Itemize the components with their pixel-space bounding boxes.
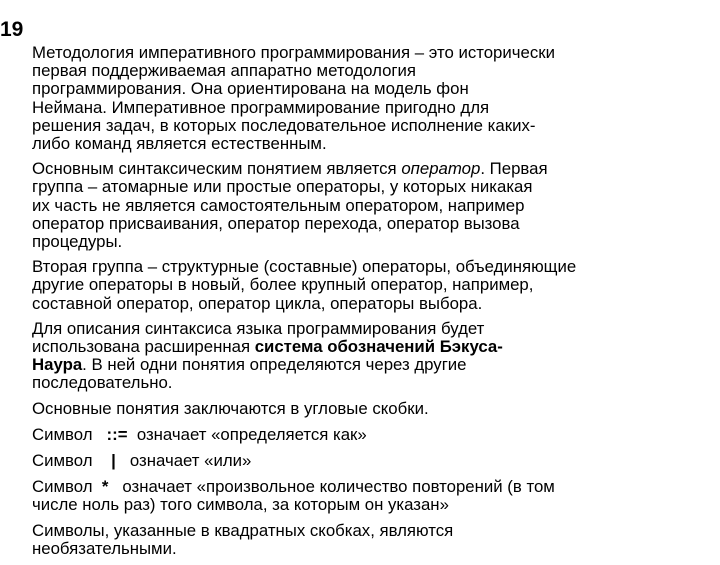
text-line: Для описания синтаксиса языка программирования будет	[32, 318, 485, 338]
paragraph-angle-brackets	[32, 400, 672, 418]
text-line: Вторая группа – структурные (составные) операторы, объединяющие	[32, 257, 577, 277]
term-bnf: система обозначений Бэкуса-	[254, 337, 503, 357]
text-line: числе ноль раз) того символа, за которым он указан»	[32, 495, 449, 515]
paragraph-symbol-star	[32, 478, 672, 514]
slide-content	[32, 44, 672, 565]
text-line: решения задач, в которых последовательное исполнение каких-	[32, 115, 536, 135]
text-run: Символ	[32, 477, 93, 497]
text-line: необязательными.	[32, 538, 177, 558]
text-run: Символ	[32, 451, 93, 471]
text-line: их часть не является самостоятельным оператором, например	[32, 195, 525, 215]
text-line	[32, 451, 672, 471]
text-line: Неймана. Императивное программирование пригодно для	[32, 97, 490, 117]
text-line: Основные понятия заключаются в угловые скобки.	[32, 398, 429, 418]
text-run: Основным синтаксическим понятием является	[32, 159, 402, 179]
text-run: означает «определяется как»	[136, 424, 367, 444]
text-run: использована расширенная	[32, 337, 255, 357]
term-operator: оператор	[401, 159, 481, 179]
text-line	[32, 355, 672, 375]
paragraph-structured-operators	[32, 258, 672, 313]
text-line: программирования. Она ориентирована на модель фон	[32, 79, 469, 99]
text-line: другие операторы в новый, более крупный оператор, например,	[32, 275, 534, 295]
text-run: означает «произвольное количество повторений (в том	[122, 477, 555, 497]
text-line: составной оператор, оператор цикла, операторы выбора.	[32, 293, 483, 313]
text-run: Символ	[32, 424, 93, 444]
text-line: Символы, указанные в квадратных скобках, являются	[32, 520, 454, 540]
text-run: . В ней одни понятия определяются через другие	[82, 355, 467, 375]
symbol-defines: ::=	[106, 424, 128, 444]
symbol-or: |	[111, 451, 116, 471]
text-line	[32, 337, 672, 357]
text-run: означает «или»	[129, 451, 252, 471]
text-line	[32, 424, 672, 444]
paragraph-operator-concept	[32, 160, 672, 251]
text-run: . Первая	[480, 159, 548, 179]
paragraph-bnf-notation	[32, 320, 672, 393]
text-line: первая поддерживаемая аппаратно методология	[32, 61, 416, 81]
paragraph-symbol-defines	[32, 426, 672, 444]
symbol-star: *	[101, 477, 109, 497]
paragraph-imperative-methodology	[32, 44, 672, 153]
text-line: оператор присваивания, оператор перехода, оператор вызова	[32, 213, 520, 233]
text-line: процедуры.	[32, 232, 123, 252]
text-line: последовательно.	[32, 373, 173, 393]
text-line: Методология императивного программирования – это исторически	[32, 43, 555, 62]
text-line: либо команд является естественным.	[32, 134, 327, 154]
term-bnf-cont: Наура	[32, 355, 83, 375]
paragraph-symbol-or	[32, 452, 672, 470]
text-line	[32, 477, 672, 497]
text-line	[32, 159, 672, 179]
text-line: группа – атомарные или простые операторы, у которых никакая	[32, 177, 533, 197]
slide-number: 19	[0, 18, 24, 41]
